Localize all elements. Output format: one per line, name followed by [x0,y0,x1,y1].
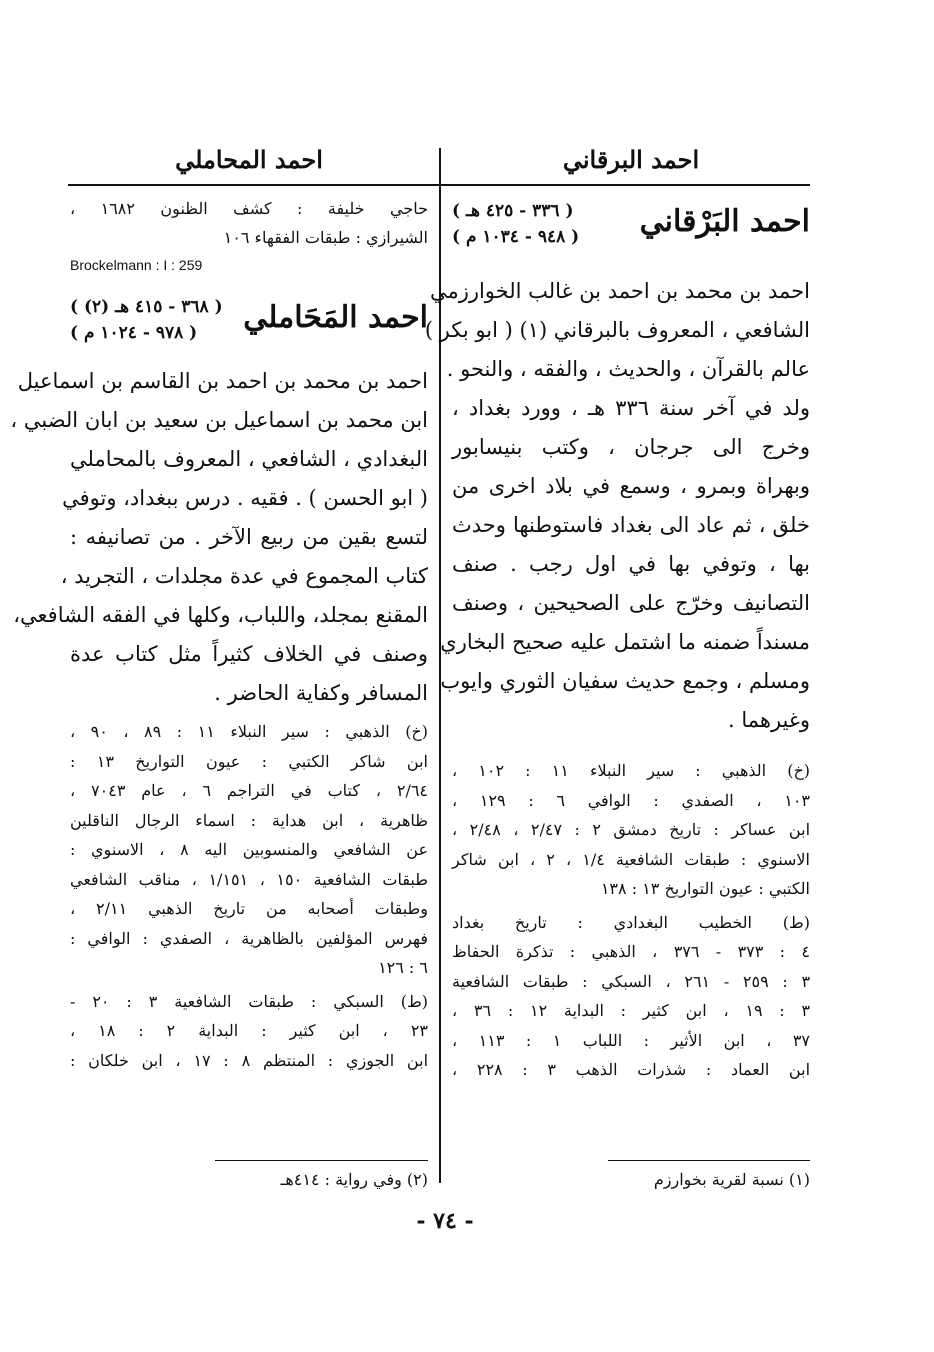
latin-reference: Brockelmann : I : 259 [70,257,203,273]
ref-line: ٢٣ ، ابن كثير : البداية ٢ : ١٨ ، [70,1021,429,1040]
entry-body [424,272,810,740]
body-line: عالم بالقرآن ، والحديث ، والفقه ، والنحو . [446,357,810,381]
body-line: ابن محمد بن اسماعيل بن سعيد بن ابان الضبي ، [10,408,428,432]
entry-dates [70,294,223,346]
ref-line: طبقات الشافعية ١٥٠ ، ١/١٥١ ، مناقب الشافعي [70,869,428,889]
body-line: التصانيف وخرّج على الصحيحين ، وصنف [452,591,810,615]
left-column [10,140,429,1075]
ref-line: عن الشافعي والمنسوبين اليه ٨ ، الاسنوي : [70,840,429,859]
body-line: لتسع بقين من ربيع الآخر . من تصانيفه : [70,525,428,549]
body-line: ( ابو الحسن ) . فقيه . درس ببغداد، وتوفي [62,486,428,510]
page-number: - ٧٤ - [416,1208,474,1234]
ref-line: ٣ : ١٩ ، ابن كثير : البداية ١٢ : ٣٦ ، [452,1001,811,1020]
body-line: احمد بن محمد بن احمد بن القاسم بن اسماعيل [17,369,428,393]
ref-line: ٦ : ١٢٦ [378,958,428,977]
ref-line: الاسنوي : طبقات الشافعية ١/٤ ، ٢ ، ابن شاكر [452,849,810,869]
ref-line: وطبقات أصحابه من تاريخ الذهبي ٢/١١ ، [70,899,429,918]
body-line: المقنع بمجلد، واللباب، وكلها في الفقه الشافعي، [13,603,428,627]
entry-name: احمد البَرْقاني [639,204,810,239]
references-t [452,908,810,1085]
ref-line: الكتبي : عيون التواريخ ١٣ : ١٣٨ [600,879,810,898]
ref-line: ٣ : ٢٥٩ - ٢٦١ ، السبكي : طبقات الشافعية [452,971,811,991]
entry-heading-mahamili [70,294,428,362]
entry-body [10,362,428,713]
ref-line: (ط) الخطيب البغدادي : تاريخ بغداد [452,912,810,932]
right-footnote: (١) نسبة لقرية بخوارزم [653,1170,810,1189]
body-line: كتاب المجموع في عدة مجلدات ، التجريد ، [60,564,428,588]
ref-line: ظاهرية ، ابن هداية : اسماء الرجال الناقلين [70,810,428,830]
references-kh [452,756,810,904]
body-line: وخرج الى جرجان ، وكتب بنيسابور [452,435,810,459]
ref-line: ابن العماد : شذرات الذهب ٣ : ٢٢٨ ، [452,1060,811,1079]
ref-line: (خ) الذهبي : سير النبلاء ١١ : ١٠٢ ، [452,761,811,780]
ref-line: (خ) الذهبي : سير النبلاء ١١ : ٨٩ ، ٩٠ ، [70,722,428,741]
ref-line: ابن الجوزي : المنتظم ٨ : ١٧ ، ابن خلكان : [70,1050,429,1070]
ref-line: حاجي خليفة : كشف الظنون ١٦٨٢ ، [70,199,428,218]
ref-line: ٢/٦٤ ، كتاب في التراجم ٦ ، عام ٧٠٤٣ ، [70,781,429,800]
right-column [424,140,811,1085]
ref-line: (ط) السبكي : طبقات الشافعية ٣ : ٢٠ - [70,991,428,1011]
dates-hijri: ( ٣٣٦ - ٤٢٥ هـ ) [452,201,574,221]
ref-line: فهرس المؤلفين بالظاهرية ، الصفدي : الوافي : [70,928,428,948]
body-line: البغدادي ، الشافعي ، المعروف بالمحاملي [70,447,428,471]
entry-dates [452,198,579,250]
body-line: ومسلم ، وجمع حديث سفيان الثوري وايوب [440,669,810,693]
body-line: خلق ، ثم عاد الى بغداد فاستوطنها وحدث [452,513,810,537]
ref-line: ابن عساكر : تاريخ دمشق ٢ : ٢/٤٧ ، ٢/٤٨ ، [452,820,811,839]
references-kh [70,717,428,983]
body-line: مسنداً ضمنه ما اشتمل عليه صحيح البخاري [440,630,810,654]
left-running-title: احمد المحاملي [175,145,323,174]
dates-gregorian: ( ٩٤٨ - ١٠٣٤ م ) [452,227,580,247]
ref-line: ابن شاكر الكتبي : عيون التواريخ ١٣ : [70,751,428,771]
ref-line: الشيرازي : طبقات الفقهاء ١٠٦ [223,228,428,247]
body-line: بها ، وتوفي بها في اول رجب . صنف [452,552,810,576]
ref-line: ١٠٣ ، الصفدي : الوافي ٦ : ١٢٩ ، [452,790,810,810]
body-line: وغيرهما . [727,708,810,732]
body-line: الشافعي ، المعروف بالبرقاني (١) ( ابو بكر ) [424,318,810,342]
body-line: وبهراة وبمرو ، وسمع في بلاد اخرى من [452,474,810,498]
left-footnote: (٢) وفي رواية : ٤١٤هـ [280,1170,428,1189]
body-line: المسافر وكفاية الحاضر . [214,681,428,705]
ref-line: ٤ : ٣٧٣ - ٣٧٦ ، الذهبي : تذكرة الحفاظ [452,942,811,961]
body-line: احمد بن محمد بن احمد بن غالب الخوارزمي [429,279,810,303]
dates-hijri: ( ٣٦٨ - ٤١٥ هـ (٢) ) [70,297,223,317]
ref-line: ٣٧ ، ابن الأثير : اللباب ١ : ١١٣ ، [452,1030,811,1050]
right-footnote-rule [608,1160,810,1161]
entry-name: احمد المَحَاملي [243,300,428,335]
body-line: ولد في آخر سنة ٣٣٦ هـ ، وورد بغداد ، [452,396,810,420]
entry-heading-barqani [452,198,810,270]
references-t [70,987,428,1076]
right-running-title: احمد البرقاني [562,145,700,174]
dates-gregorian: ( ٩٧٨ - ١٠٢٤ م ) [70,323,198,343]
body-line: وصنف في الخلاف كثيراً مثل كتاب عدة [70,642,428,666]
previous-entry-references [70,194,428,278]
left-footnote-rule [215,1160,428,1161]
